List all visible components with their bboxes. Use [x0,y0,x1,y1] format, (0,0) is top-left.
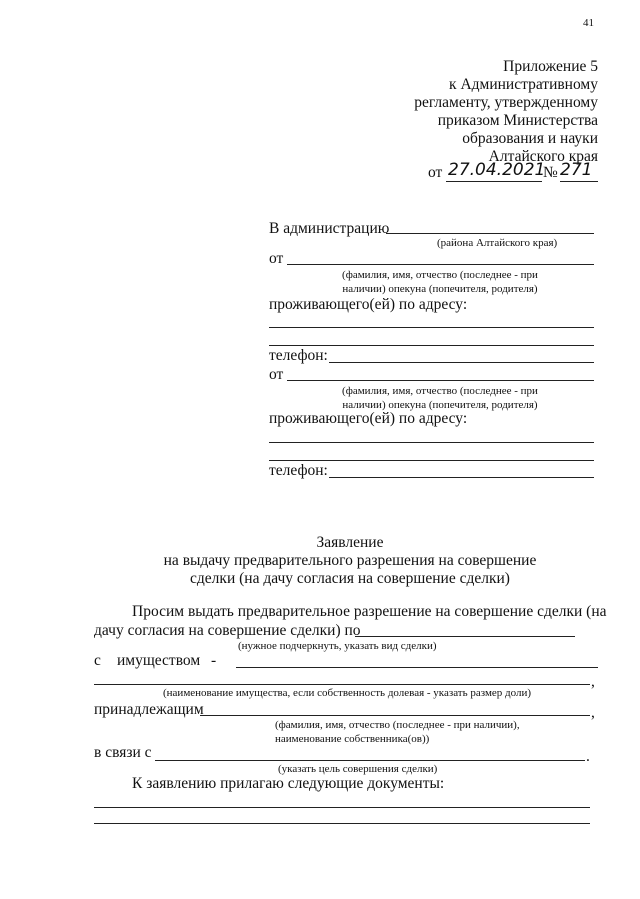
from-label: от [269,250,284,267]
owner-hint-line: наименование собственника(ов)) [275,733,430,745]
from-label: от [269,366,284,383]
from-hint-line: (фамилия, имя, отчество (последнее - при [342,385,538,397]
from-hint-line: (фамилия, имя, отчество (последнее - при [342,269,538,281]
to-hint: (района Алтайского края) [437,237,558,249]
appendix-block [298,58,598,166]
title-line: на выдачу предварительного разрешения на совершение [163,552,537,569]
request-hint: (нужное подчеркнуть, указать вид сделки) [238,640,437,652]
address-field[interactable] [269,460,594,461]
document-title [100,534,600,588]
comma: , [591,673,595,690]
property-dash: - [211,652,217,669]
phone-field[interactable] [329,362,594,363]
number-value: 271 [560,160,593,180]
attach-field[interactable] [94,807,590,808]
reason-field[interactable] [155,760,585,761]
title-line: Заявление [316,534,384,551]
appendix-line: Приложение 5 [503,58,598,75]
from-field[interactable] [287,264,594,265]
address-field[interactable] [269,345,594,346]
reason-hint: (указать цель совершения сделки) [278,763,438,775]
attach-field[interactable] [94,823,590,824]
to-label: В администрацию [269,220,390,237]
appendix-line: регламенту, утвержденному [414,94,598,111]
attach-label: К заявлению прилагаю следующие документы: [132,775,445,792]
owner-hint [275,718,520,746]
property-label-c: с [94,652,101,669]
phone-field[interactable] [329,477,594,478]
phone-label: телефон: [269,347,328,364]
owner-hint-line: (фамилия, имя, отчество (последнее - при наличии), [275,719,520,731]
appendix-line: Алтайского края [488,148,598,165]
request-line: Просим выдать предварительное разрешение на совершение сделки (на [132,603,607,620]
address-label: проживающего(ей) по адресу: [269,296,468,313]
from-field[interactable] [287,380,594,381]
period: . [586,748,590,765]
date-prefix: от [428,164,443,181]
owner-label: принадлежащим [94,701,204,718]
request-line: дачу согласия на совершение сделки) по [94,622,361,639]
property-field[interactable] [94,684,590,685]
date-value: 27.04.2021 [448,160,546,180]
appendix-line: приказом Министерства [437,112,598,129]
deal-type-field[interactable] [355,636,575,637]
property-label: имуществом [117,652,201,669]
from-hint-line: наличии) опекуна (попечителя, родителя) [342,399,538,411]
from-hint [300,384,580,412]
owner-field[interactable] [200,715,590,716]
title-line: сделки (на дачу согласия на совершение сделки) [190,570,510,587]
property-hint: (наименование имущества, если собственность долевая - указать размер доли) [163,687,532,699]
phone-label: телефон: [269,462,328,479]
from-hint-line: наличии) опекуна (попечителя, родителя) [342,283,538,295]
from-hint [300,268,580,296]
address-label: проживающего(ей) по адресу: [269,410,468,427]
page-number: 41 [583,17,594,29]
comma: , [591,704,595,721]
property-field[interactable] [236,667,598,668]
to-field[interactable] [386,233,594,234]
appendix-line: к Административному [449,76,598,93]
appendix-line: образования и науки [462,130,598,147]
address-field[interactable] [269,327,594,328]
address-field[interactable] [269,442,594,443]
number-prefix: № [543,164,558,181]
reason-label: в связи с [94,744,152,761]
